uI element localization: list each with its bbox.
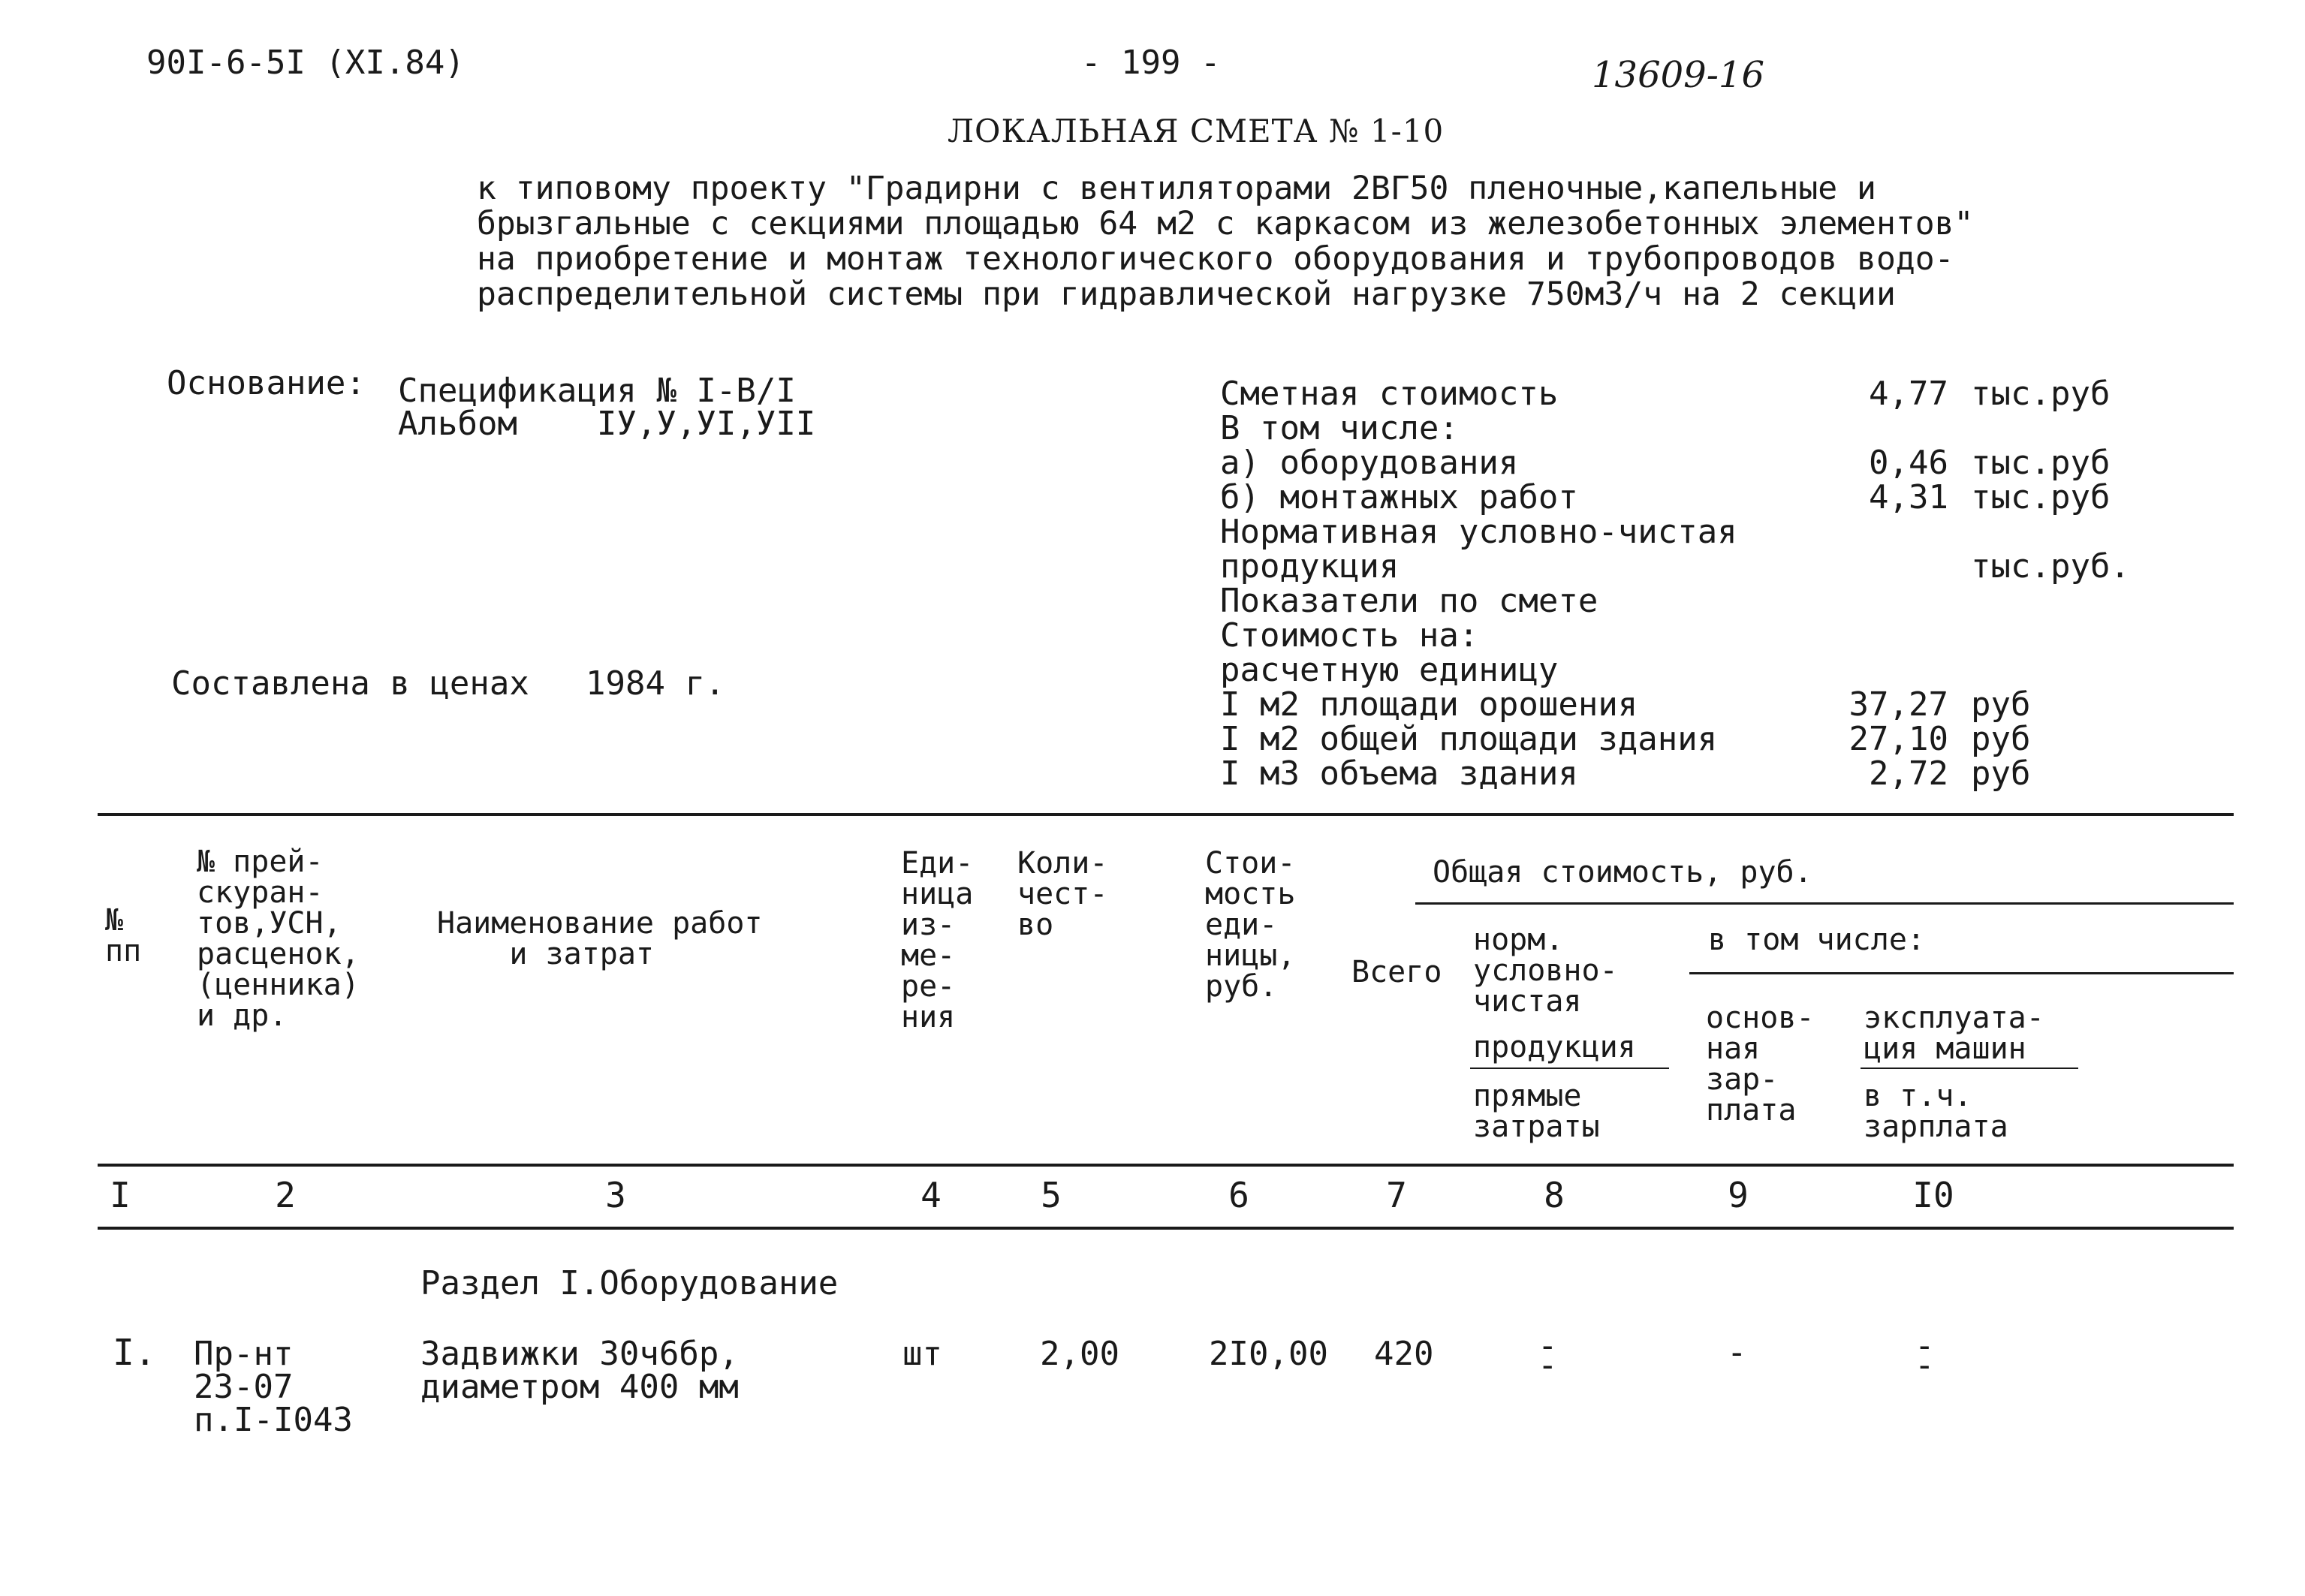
cost-unit: тыс.руб	[1971, 444, 2111, 482]
column-number: 6	[1228, 1175, 1249, 1215]
cost-summary	[1220, 377, 2151, 791]
row-salary: -	[1727, 1333, 1747, 1372]
document-description: к типовому проекту "Градирни с вентиляторами 2ВГ50 пленочные,капельные и брызгальные с секциями площадью 64 м2 с каркасом из железобетонных элементов" на приобретение и монтаж технологического оборудования и трубопроводов водо- распределительной системы при гидравлической нагрузке 750м3/ч на 2 секции	[477, 170, 1974, 313]
header-col-name: Наименование работ и затрат	[437, 906, 763, 971]
column-number: 5	[1041, 1175, 1062, 1215]
row-machines: - -	[1915, 1326, 1935, 1384]
row-pricelist-ref: Пр-нт 23-07 п.I-I043	[194, 1335, 353, 1439]
section-heading: Раздел I.Оборудование	[420, 1264, 839, 1302]
cost-label: продукция	[1220, 547, 1400, 586]
row-number: I.	[113, 1332, 156, 1374]
subgroup-header-rule	[1689, 972, 2234, 974]
c10-underline	[1861, 1068, 2078, 1069]
cost-value	[1836, 653, 1971, 688]
header-col-pricelist: № прей- скуран- тов,УСН, расценок, (ценника) и др.	[197, 845, 360, 1033]
page-number: - 199 -	[1081, 44, 1221, 82]
column-number: I0	[1912, 1175, 1954, 1215]
cost-row	[1220, 722, 2151, 757]
cost-unit	[1971, 584, 2151, 619]
column-number: 7	[1386, 1175, 1407, 1215]
cost-value	[1836, 515, 1971, 550]
cost-label: I м2 общей площади здания	[1220, 720, 1718, 758]
cost-unit	[1971, 619, 2151, 653]
cost-unit: тыс.руб.	[1971, 547, 2130, 586]
row-qty: 2,00	[1040, 1335, 1119, 1373]
column-number: 2	[275, 1175, 296, 1215]
prices-label: Составлена в ценах	[171, 664, 529, 703]
cost-label: Стоимость на:	[1220, 616, 1479, 655]
basis-label: Основание:	[167, 364, 366, 402]
column-number: 4	[920, 1175, 942, 1215]
group-header-rule	[1415, 902, 2234, 905]
header-col-machines-2: ция машин	[1864, 1031, 2026, 1066]
table-top-rule	[98, 813, 2234, 816]
column-numbers-rule	[98, 1227, 2234, 1230]
cost-label: I м2 площади орошения	[1220, 685, 1638, 724]
row-norm-product: - -	[1538, 1326, 1558, 1384]
cost-label: Сметная стоимость	[1220, 375, 1559, 413]
header-col-unit: Еди- ница из- ме- ре- ния	[901, 846, 974, 1034]
cost-row	[1220, 616, 2151, 655]
cost-value: 37,27	[1849, 685, 1948, 724]
cost-label: расчетную единицу	[1220, 651, 1559, 689]
row-total: 420	[1374, 1335, 1434, 1373]
cost-row	[1220, 685, 2151, 724]
column-number: 3	[605, 1175, 626, 1215]
cost-label: а) оборудования	[1220, 444, 1519, 482]
row-unit-cost: 2I0,00	[1209, 1335, 1328, 1373]
cost-value	[1836, 550, 1971, 584]
document-title: ЛОКАЛЬНАЯ СМЕТА № 1-10	[948, 113, 1445, 149]
inventory-number: 13609-16	[1592, 54, 1764, 96]
cost-unit: тыс.руб	[1971, 478, 2111, 516]
header-col-total: Всего	[1351, 955, 1442, 989]
cost-row	[1220, 653, 2151, 688]
cost-label: I м3 объема здания	[1220, 754, 1578, 793]
cost-label: В том числе:	[1220, 409, 1459, 447]
cost-row	[1220, 754, 2151, 793]
cost-value: 2,72	[1869, 754, 1948, 793]
row-name: Задвижки 30ч6бр, диаметром 400 мм	[420, 1335, 739, 1406]
header-col-direct-costs: прямые затраты	[1473, 1079, 1600, 1144]
header-col-unit-cost: Стои- мость еди- ницы, руб.	[1205, 846, 1296, 1004]
cost-row	[1220, 377, 2151, 411]
header-col-norm-product: продукция	[1473, 1030, 1636, 1065]
cost-label: Показатели по смете	[1220, 582, 1598, 620]
cost-row	[1220, 411, 2151, 446]
header-group-total-cost: Общая стоимость, руб.	[1433, 855, 1812, 890]
column-number: I	[110, 1175, 131, 1215]
header-col-number: № пп	[105, 903, 142, 968]
column-number: 9	[1728, 1175, 1749, 1215]
row-unit: шт	[902, 1335, 942, 1373]
header-bottom-rule	[98, 1164, 2234, 1167]
cost-row	[1220, 584, 2151, 619]
document-code: 90I-6-5I (XI.84)	[146, 44, 465, 82]
cost-unit: тыс.руб	[1971, 375, 2111, 413]
header-subgroup: в том числе:	[1708, 923, 1925, 957]
cost-value	[1836, 411, 1971, 446]
cost-unit: руб	[1971, 754, 2031, 793]
cost-row	[1220, 480, 2151, 515]
cost-unit	[1971, 411, 2151, 446]
cost-row	[1220, 515, 2151, 550]
cost-unit	[1971, 653, 2151, 688]
cost-unit: руб	[1971, 685, 2031, 724]
header-col-machines-salary: в т.ч. зарплата	[1864, 1079, 2008, 1144]
cost-label: Нормативная условно-чистая	[1220, 513, 1737, 551]
header-col-qty: Коли- чест- во	[1017, 846, 1108, 942]
header-col-norm: норм. условно- чистая	[1473, 923, 1618, 1019]
column-number: 8	[1544, 1175, 1565, 1215]
cost-row	[1220, 446, 2151, 480]
cost-value: 4,31	[1869, 478, 1948, 516]
header-col-salary: основ- ная зар- плата	[1706, 1001, 1815, 1128]
c8-underline	[1470, 1068, 1669, 1069]
cost-value: 0,46	[1869, 444, 1948, 482]
cost-unit: руб	[1971, 720, 2031, 758]
cost-label: б) монтажных работ	[1220, 478, 1578, 516]
basis-album: Альбом IУ,У,УI,УII	[398, 405, 816, 443]
cost-unit	[1971, 515, 2151, 550]
cost-value	[1836, 619, 1971, 653]
cost-value: 4,77	[1869, 375, 1948, 413]
basis-spec: Спецификация № I-В/I	[398, 372, 796, 410]
cost-value: 27,10	[1849, 720, 1948, 758]
cost-row	[1220, 547, 2151, 586]
header-col-machines: эксплуата-	[1864, 1001, 2044, 1035]
cost-value	[1836, 584, 1971, 619]
prices-year: 1984 г.	[586, 664, 725, 703]
